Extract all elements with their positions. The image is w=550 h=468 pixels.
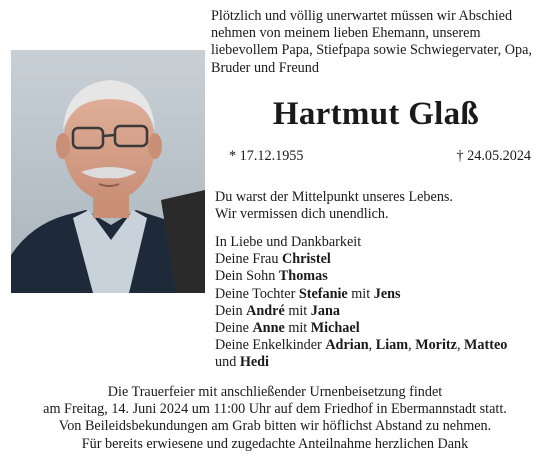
- funeral-line: Für bereits erwiesene und zugedachte Anteilnahme herzlichen Dank: [81, 435, 469, 452]
- family-connector: ,: [368, 337, 376, 354]
- family-list: [215, 234, 535, 372]
- intro-line: liebevollem Papa, Stiefpapa sowie Schwiegervater, Opa,: [211, 42, 532, 59]
- family-intro: In Liebe und Dankbarkeit: [215, 234, 362, 250]
- family-prefix: Deine Frau: [215, 251, 282, 268]
- family-prefix: Dein: [215, 302, 247, 319]
- family-member-name: Michael: [310, 320, 360, 337]
- intro-line: Bruder und Freund: [211, 59, 319, 76]
- family-anne: [215, 320, 535, 337]
- family-member-name: André: [246, 302, 285, 319]
- family-member-name: Matteo: [464, 337, 508, 354]
- family-member-name: Moritz: [415, 337, 457, 354]
- portrait-photo: [11, 50, 205, 293]
- memorial-quote: [215, 189, 535, 223]
- family-prefix: Deine: [215, 320, 253, 337]
- family-connector: mit: [347, 285, 374, 302]
- family-member-name: Jens: [373, 285, 401, 302]
- death-date: † 24.05.2024: [456, 148, 531, 164]
- family-grandchildren: [215, 337, 535, 354]
- family-wife: [215, 251, 535, 268]
- intro-text: [211, 8, 541, 77]
- family-member-name: Anne: [252, 320, 285, 337]
- family-connector: ,: [408, 337, 416, 354]
- birth-date: * 17.12.1955: [229, 148, 304, 164]
- family-member-name: Jana: [310, 302, 340, 319]
- family-prefix: Deine Enkelkinder: [215, 337, 326, 354]
- family-connector: mit: [284, 302, 311, 319]
- family-prefix: Deine Tochter: [215, 285, 299, 302]
- family-connector: ,: [456, 337, 465, 354]
- intro-line: Plötzlich und völlig unerwartet müssen wir Abschied: [211, 8, 513, 24]
- family-member-name: Hedi: [239, 354, 269, 371]
- intro-line: nehmen von meinem lieben Ehemann, unserem: [211, 25, 481, 42]
- family-member-name: Thomas: [278, 268, 328, 285]
- family-connector: mit: [284, 320, 311, 337]
- family-daughter: [215, 286, 535, 303]
- family-prefix: Dein Sohn: [215, 268, 279, 285]
- funeral-line: Von Beileidsbekundungen am Grab bitten wir höflichst Abstand zu nehmen.: [58, 418, 492, 435]
- family-member-name: Liam: [375, 337, 409, 354]
- family-son: [215, 268, 535, 285]
- funeral-notice: [0, 384, 550, 453]
- family-member-name: Stefanie: [298, 285, 348, 302]
- quote-line: Du warst der Mittelpunkt unseres Lebens.: [215, 189, 453, 205]
- portrait-photo-icon: [11, 50, 205, 293]
- family-member-name: Christel: [281, 251, 331, 268]
- deceased-name: Hartmut Glaß: [272, 96, 480, 132]
- family-connector: und: [215, 354, 240, 371]
- quote-line: Wir vermissen dich unendlich.: [215, 206, 389, 223]
- funeral-line: am Freitag, 14. Juni 2024 um 11:00 Uhr auf dem Friedhof in Ebermannstadt statt.: [43, 401, 507, 418]
- family-member-name: Adrian: [325, 337, 369, 354]
- family-andre: [215, 303, 535, 320]
- family-grandchildren-cont: [215, 354, 535, 371]
- funeral-line: Die Trauerfeier mit anschließender Urnenbeisetzung findet: [107, 384, 443, 400]
